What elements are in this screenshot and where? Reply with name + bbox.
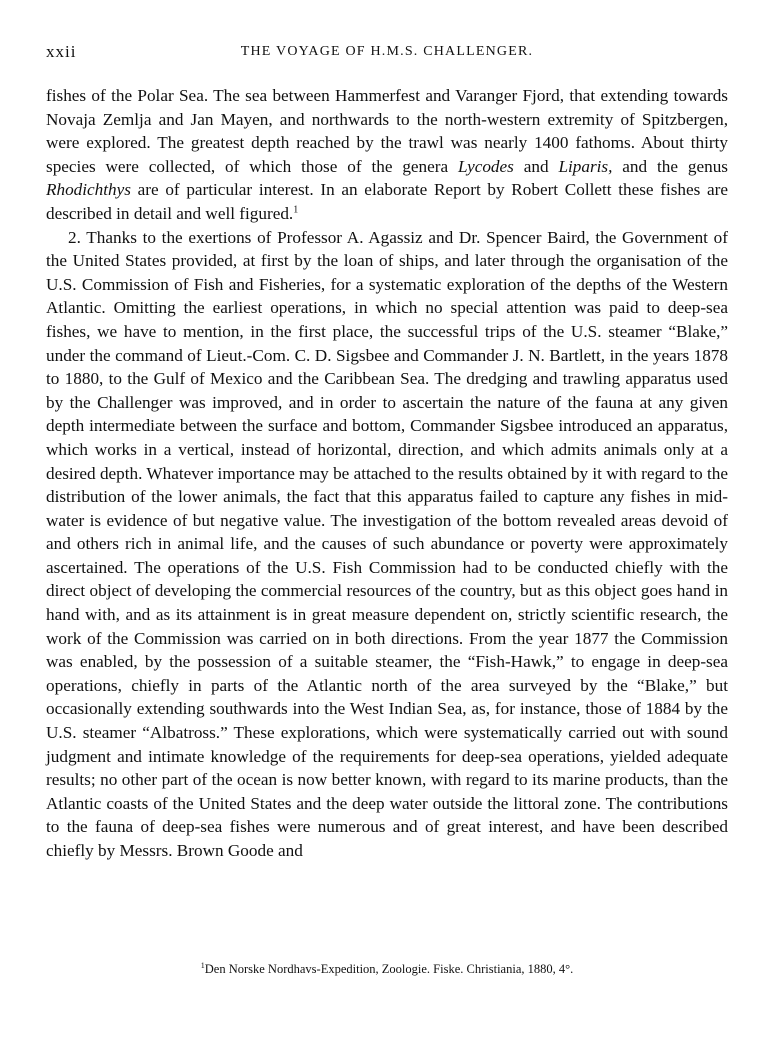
page-number: xxii <box>46 42 77 61</box>
body-text <box>46 84 728 863</box>
genus-lycodes: Lycodes <box>458 156 514 176</box>
paragraph-1-text-c: and the genus <box>612 156 728 176</box>
paragraph-1-text-b: and <box>513 156 559 176</box>
paragraph-1-text-a: fishes of the Polar Sea. The sea between Hammerfest and Varanger Fjord, that extending towards Novaja Zemlja and Jan Mayen, and northwards to the north-western extremity of Spitzbergen, were explored. The greatest depth reached by the trawl was nearly 1400 fathoms. About thirty species were collected, of which those of the genera <box>46 86 728 176</box>
genus-rhodichthys: Rhodichthys <box>46 180 131 200</box>
footnote-mark: 1 <box>200 960 205 970</box>
running-title: THE VOYAGE OF H.M.S. CHALLENGER. <box>240 44 534 59</box>
paragraph-1 <box>46 84 728 226</box>
paragraph-2: 2. Thanks to the exertions of Professor A. Agassiz and Dr. Spencer Baird, the Government of the United States provided, at first by the loan of ships, and later through the organisation of the U.S. Commission of Fish and Fisheries, for a systematic exploration of the depths of the Western Atlantic. Omitting the earliest operations, in which no special attention was paid to deep-sea fishes, we have to mention, in the first place, the successful trips of the U.S. steamer “Blake,” under the command of Lieut.-Com. C. D. Sigsbee and Commander J. N. Bartlett, in the years 1878 to 1880, to the Gulf of Mexico and the Caribbean Sea. The dredging and trawling apparatus used by the Challenger was improved, and in order to ascertain the nature of the fauna at any given depth intermediate between the surface and bottom, Commander Sigsbee introduced an apparatus, which works in a vertical, instead of horizontal, direction, and which admits animals only at a desired depth. Whatever importance may be attached to the results obtained by it with regard to the distribution of the lower animals, the fact that this apparatus failed to capture any fishes in mid-water is evidence of but negative value. The investigation of the bottom revealed areas devoid of and others rich in animal life, and the causes of such abundance or poverty were approximately ascertained. The operations of the U.S. Fish Commission had to be conducted chiefly with the direct object of developing the commercial resources of the country, but as this object goes hand in hand with, and as its attainment is in great measure dependent on, strictly scientific research, the work of the Commission was carried on in both directions. From the year 1877 the Commission was enabled, by the possession of a suitable steamer, the “Fish-Hawk,” to engage in deep-sea operations, chiefly in parts of the Atlantic north of the area surveyed by the “Blake,” but occasionally extending southwards into the West Indian Sea, as, for instance, those of 1884 by the U.S. steamer “Albatross.” These explorations, which were systematically carried out with sound judgment and intimate knowledge of the requirements for deep-sea operations, yielded adequate results; no other part of the ocean is now better known, with regard to its marine products, than the Atlantic coasts of the United States and the deep water outside the littoral zone. The contributions to the fauna of deep-sea fishes were numerous and of great interest, and have been described chiefly by Messrs. Brown Goode and <box>46 227 728 860</box>
footnote-reference: 1 <box>293 204 299 216</box>
paragraph-1-text-d: are of particular interest. In an elaborate Report by Robert Collett these fishes are described in detail and well figured. <box>46 180 728 223</box>
footnote-text: Den Norske Nordhavs-Expedition, Zoologie. Fiske. Christiania, 1880, 4°. <box>204 962 574 976</box>
footnote <box>46 962 728 977</box>
genus-liparis: Liparis, <box>558 156 613 176</box>
page-header <box>46 42 728 68</box>
